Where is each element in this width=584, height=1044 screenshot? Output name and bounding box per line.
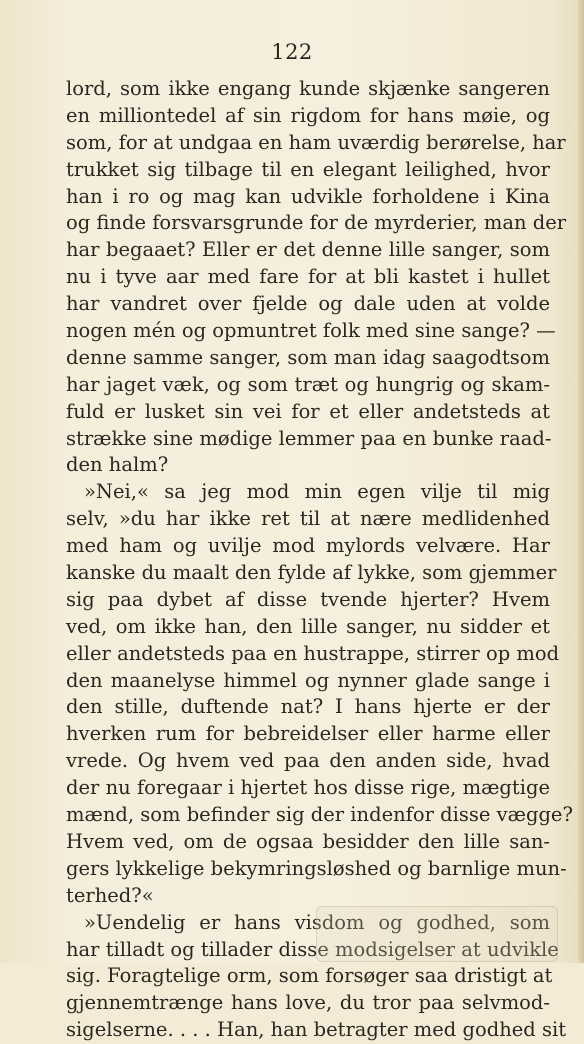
text-line: sig. Foragtelige orm, som forsøger saa dristigt at: [66, 964, 553, 988]
text-line: fuld er lusket sin vei for et eller andetsteds at: [66, 399, 550, 423]
text-line: nu i tyve aar med fare for at bli kastet i hullet: [66, 265, 550, 289]
text-line: selv, »du har ikke ret til at nære medlidenhed: [66, 507, 550, 531]
text-line: den halm?: [66, 453, 169, 477]
text-line: hverken rum for bebreidelser eller harme eller: [66, 722, 550, 746]
text-line: kanske du maalt den fylde af lykke, som gjemmer: [66, 561, 557, 585]
text-line: nogen mén og opmuntret folk med sine sange? —: [66, 319, 556, 343]
text-line: som, for at undgaa en ham uværdig berørelse, har: [66, 130, 566, 154]
text-line: gers lykkelige bekymringsløshed og barnlige mun-: [66, 856, 567, 880]
text-line: en milliontedel af sin rigdom for hans møie, og: [66, 103, 550, 127]
text-line: vrede. Og hvem ved paa den anden side, hvad: [66, 749, 550, 773]
text-line: »Nei,« sa jeg mod min egen vilje til mig: [84, 480, 550, 504]
text-line: mænd, som befinder sig der indenfor disse vægge?: [66, 803, 573, 827]
text-line: ved, om ikke han, den lille sanger, nu sidder et: [66, 614, 550, 638]
text-line: lord, som ikke engang kunde skjænke sangeren: [66, 77, 550, 100]
text-line: terhed?«: [66, 883, 154, 907]
text-line: gjennemtrænge hans love, du tror paa selvmod-: [66, 991, 550, 1015]
text-line: trukket sig tilbage til en elegant leilighed, hvor: [66, 157, 550, 181]
text-line: har vandret over fjelde og dale uden at volde: [66, 292, 550, 316]
text-line: eller andetsteds paa en hustrappe, stirrer op mod: [66, 641, 560, 665]
page-number: 122: [271, 40, 313, 64]
text-line: har tilladt og tillader disse modsigelser at udvikle: [66, 937, 559, 961]
text-line: han i ro og mag kan udvikle forholdene i Kina: [66, 184, 550, 208]
body-text: [66, 76, 573, 1044]
text-line: strække sine mødige lemmer paa en bunke raad-: [66, 426, 552, 450]
text-line: sigelserne. . . . Han, han betragter med godhed sit: [66, 1018, 567, 1042]
text-line: denne samme sanger, som man idag saagodtsom: [66, 345, 550, 369]
text-line: Hvem ved, om de ogsaa besidder den lille san-: [66, 829, 550, 853]
text-line: sig paa dybet af disse tvende hjerter? Hvem: [66, 587, 550, 611]
paper-stain: [316, 906, 558, 962]
text-line: den maanelyse himmel og nynner glade sange i: [66, 668, 550, 692]
text-line: med ham og uvilje mod mylords velvære. Har: [66, 534, 550, 558]
text-line: der nu foregaar i hjertet hos disse rige, mægtige: [66, 776, 550, 800]
text-line: »Uendelig er hans visdom og godhed, som: [84, 910, 550, 934]
text-line: den stille, duftende nat? I hans hjerte er der: [66, 695, 550, 719]
text-line: og finde forsvarsgrunde for de myrderier, man der: [66, 211, 567, 235]
text-line: har jaget væk, og som træt og hungrig og skam-: [66, 372, 550, 396]
page-edge: [578, 0, 584, 963]
text-line: har begaaet? Eller er det denne lille sanger, som: [66, 238, 550, 262]
